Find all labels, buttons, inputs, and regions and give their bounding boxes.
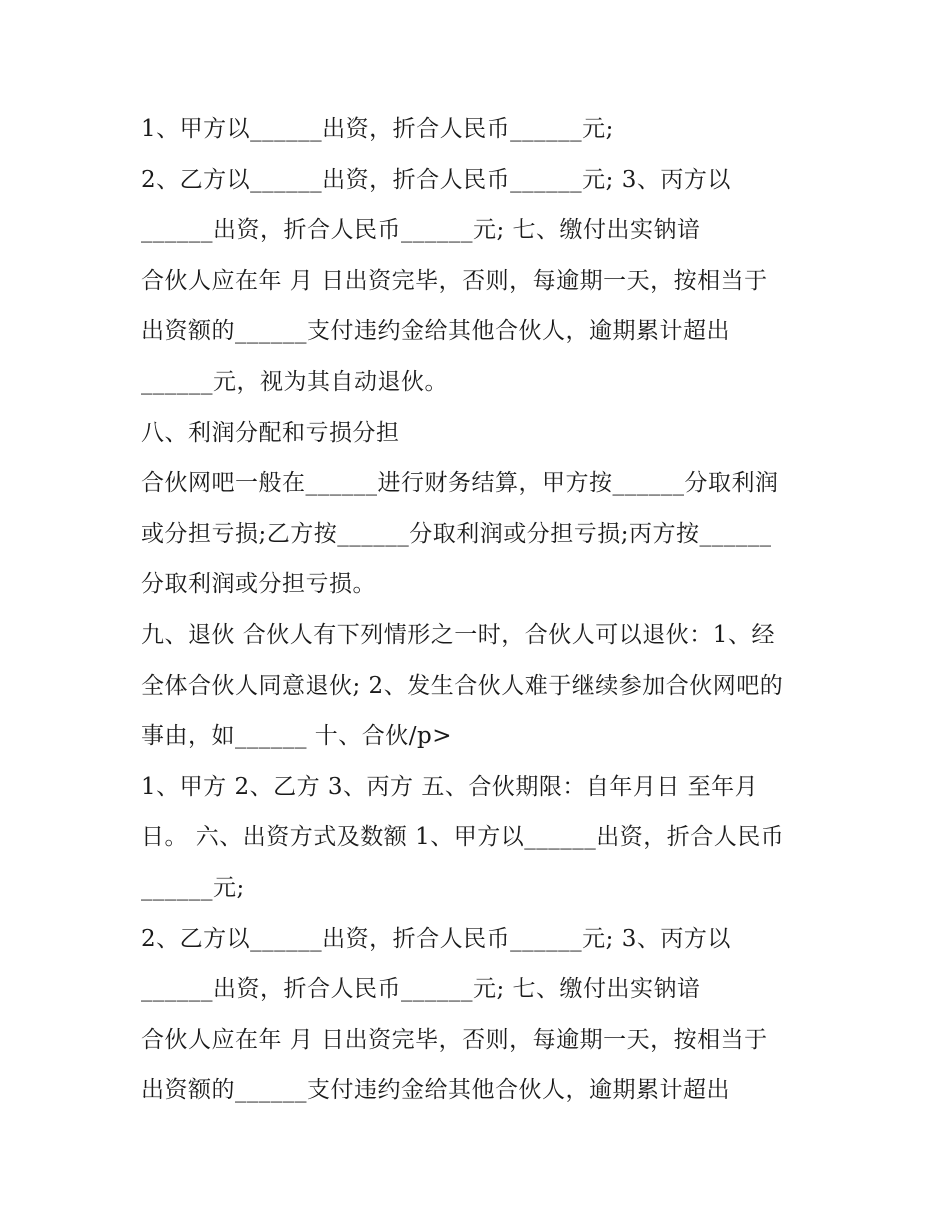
text-line: 合伙网吧一般在______进行财务结算，甲方按______分取利润 [141, 470, 779, 497]
text-line: 日。 六、出资方式及数额 1、甲方以______出资，折合人民币 [141, 824, 785, 851]
text-line: 出资额的______支付违约金给其他合伙人，逾期累计超出 [141, 318, 730, 345]
text-line: ______出资，折合人民币______元; 七、缴付出实钠谙 [141, 217, 701, 244]
section-heading: 八、利润分配和亏损分担 [141, 419, 400, 446]
text-line: 合伙人应在年 月 日出资完毕，否则，每逾期一天，按相当于 [141, 1026, 768, 1053]
text-line: 全体合伙人同意退伙; 2、发生合伙人难于继续参加合伙网吧的 [141, 672, 784, 699]
text-line: 合伙人应在年 月 日出资完毕，否则，每逾期一天，按相当于 [141, 267, 768, 294]
text-line: 1、甲方 2、乙方 3、丙方 五、合伙期限：自年月日 至年月 [141, 773, 759, 800]
text-line: 出资额的______支付违约金给其他合伙人，逾期累计超出 [141, 1077, 730, 1104]
text-line: ______元，视为其自动退伙。 [141, 368, 448, 395]
text-line: 九、退伙 合伙人有下列情形之一时，合伙人可以退伙：1、经 [141, 621, 775, 648]
text-line: 或分担亏损;乙方按______分取利润或分担亏损;丙方按______ [141, 520, 772, 547]
text-line: 1、甲方以______出资，折合人民币______元; [141, 116, 614, 142]
text-line: 事由，如______ 十、合伙/p> [141, 723, 453, 750]
document-body [141, 104, 831, 1116]
text-line: ______元; [141, 874, 245, 901]
text-line: 分取利润或分担亏损。 [141, 571, 376, 598]
text-line: ______出资，折合人民币______元; 七、缴付出实钠谙 [141, 976, 701, 1003]
text-line: 2、乙方以______出资，折合人民币______元; 3、丙方以 [141, 925, 731, 952]
text-line: 2、乙方以______出资，折合人民币______元; 3、丙方以 [141, 166, 731, 193]
